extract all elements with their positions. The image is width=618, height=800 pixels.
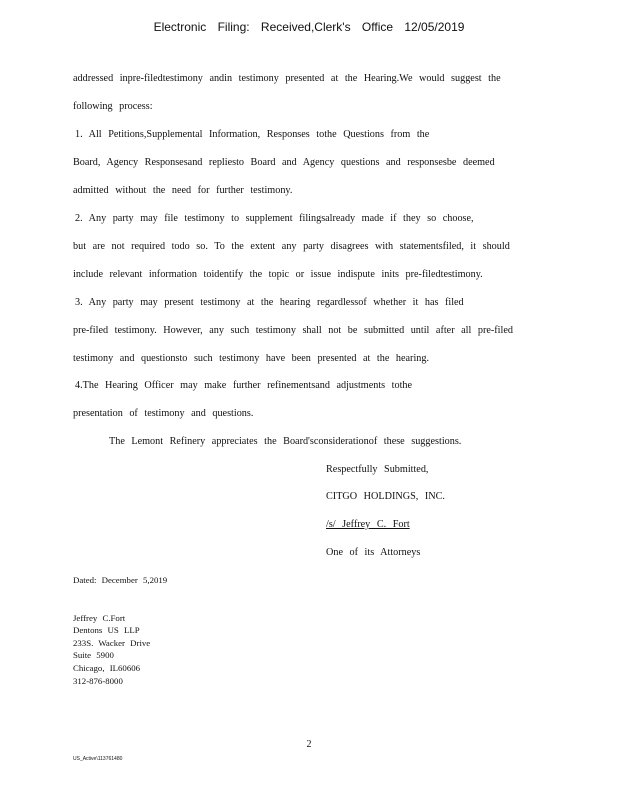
item2-line-3: include relevant information toidentify the topic or issue indispute inits pre-filedtestimony. [73, 269, 483, 280]
sig-role: One of its Attorneys [326, 547, 421, 558]
page-number: 2 [306, 739, 312, 750]
sig-respectfully: Respectfully Submitted, [326, 464, 429, 475]
address-street: 233S. Wacker Drive [73, 638, 151, 648]
closing-line: The Lemont Refinery appreciates the Board'sconsiderationof these suggestions. [109, 436, 462, 447]
filing-header: Electronic Filing: Received,Clerk's Office 12/05/2019 [153, 20, 465, 34]
item2-line-2: but are not required todo so. To the extent any party disagrees with statementsfiled, it should [73, 241, 510, 252]
item4-line-1: 4.The Hearing Officer may make further refinementsand adjustments tothe [75, 380, 413, 391]
item2-line-1: 2. Any party may file testimony to supplement filingsalready made if they so choose, [75, 213, 474, 224]
item3-line-3: testimony and questionsto such testimony have been presented at the hearing. [73, 353, 430, 364]
item1-line-1: 1. All Petitions,Supplemental Information, Responses tothe Questions from the [75, 129, 430, 140]
item1-line-3: admitted without the need for further testimony. [73, 185, 293, 196]
address-city: Chicago, IL60606 [73, 663, 141, 673]
sig-company: CITGO HOLDINGS, INC. [326, 491, 445, 502]
address-suite: Suite 5900 [73, 650, 114, 660]
item3-line-2: pre-filed testimony. However, any such testimony shall not be submitted until after all pre-filed [73, 325, 513, 336]
address-firm: Dentons US LLP [73, 625, 140, 635]
intro-line-1: addressed inpre-filedtestimony andin testimony presented at the Hearing.We would suggest the [73, 73, 501, 84]
item1-line-2: Board, Agency Responsesand repliesto Board and Agency questions and responsesbe deemed [73, 157, 495, 168]
item3-line-1: 3. Any party may present testimony at the hearing regardlessof whether it has filed [75, 297, 464, 308]
address-phone: 312-876-8000 [73, 676, 123, 686]
item4-line-2: presentation of testimony and questions. [73, 408, 254, 419]
dated-line: Dated: December 5,2019 [73, 575, 168, 585]
sig-signed: /s/ Jeffrey C. Fort [326, 519, 410, 530]
address-name: Jeffrey C.Fort [73, 613, 126, 623]
footer-doc-id: US_Active\113761480 [73, 756, 123, 762]
intro-line-2: following process: [73, 101, 153, 112]
